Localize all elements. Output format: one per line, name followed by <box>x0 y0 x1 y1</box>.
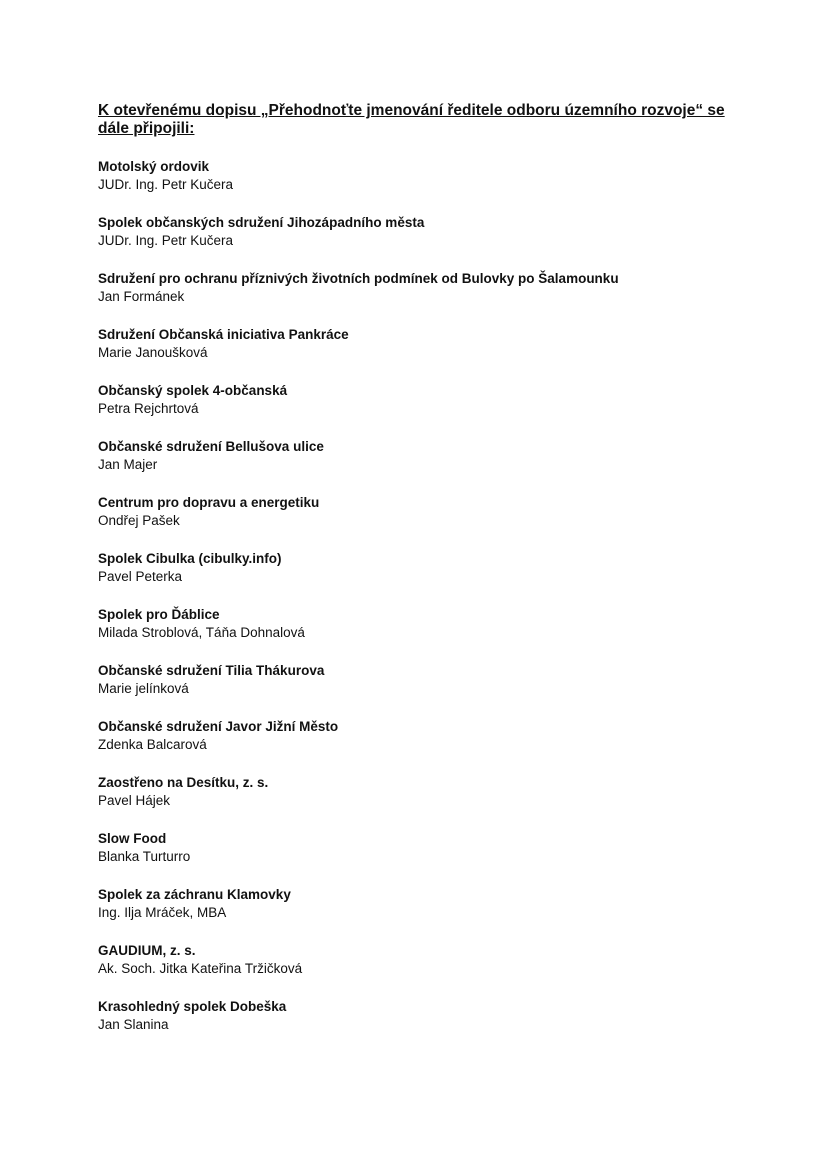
signatory-entry <box>98 438 738 474</box>
representative-name: Marie Janoušková <box>98 345 208 360</box>
signatory-entry <box>98 382 738 418</box>
signatory-entry <box>98 326 738 362</box>
representative-name: Ing. Ilja Mráček, MBA <box>98 905 227 920</box>
representative-name: Jan Slanina <box>98 1017 169 1032</box>
organization-name: Spolek pro Ďáblice <box>98 607 220 622</box>
signatory-entry <box>98 550 738 586</box>
representative-name: Blanka Turturro <box>98 849 191 864</box>
organization-name: Občanské sdružení Bellušova ulice <box>98 439 324 454</box>
representative-name: Ak. Soch. Jitka Kateřina Tržičková <box>98 961 303 976</box>
signatory-entry <box>98 270 738 306</box>
signatory-entry <box>98 606 738 642</box>
signatory-list <box>98 158 738 1034</box>
representative-name: JUDr. Ing. Petr Kučera <box>98 233 234 248</box>
representative-name: Petra Rejchrtová <box>98 401 199 416</box>
organization-name: Zaostřeno na Desítku, z. s. <box>98 775 269 790</box>
organization-name: Spolek za záchranu Klamovky <box>98 887 291 902</box>
organization-name: Krasohledný spolek Dobeška <box>98 999 287 1014</box>
signatory-entry <box>98 662 738 698</box>
document-page <box>98 102 738 1054</box>
organization-name: Motolský ordovik <box>98 159 210 174</box>
representative-name: JUDr. Ing. Petr Kučera <box>98 177 234 192</box>
representative-name: Ondřej Pašek <box>98 513 180 528</box>
signatory-entry <box>98 214 738 250</box>
representative-name: Pavel Hájek <box>98 793 171 808</box>
representative-name: Jan Formánek <box>98 289 185 304</box>
organization-name: Občanský spolek 4-občanská <box>98 383 288 398</box>
signatory-entry <box>98 998 738 1034</box>
representative-name: Marie jelínková <box>98 681 189 696</box>
signatory-entry <box>98 886 738 922</box>
organization-name: Sdružení pro ochranu příznivých životních podmínek od Bulovky po Šalamounku <box>98 271 619 286</box>
organization-name: Spolek Cibulka (cibulky.info) <box>98 551 282 566</box>
representative-name: Pavel Peterka <box>98 569 183 584</box>
signatory-entry <box>98 830 738 866</box>
representative-name: Zdenka Balcarová <box>98 737 207 752</box>
organization-name: Občanské sdružení Tilia Thákurova <box>98 663 325 678</box>
organization-name: Centrum pro dopravu a energetiku <box>98 495 320 510</box>
organization-name: GAUDIUM, z. s. <box>98 943 196 958</box>
organization-name: Slow Food <box>98 831 167 846</box>
signatory-entry <box>98 774 738 810</box>
signatory-entry <box>98 942 738 978</box>
organization-name: Občanské sdružení Javor Jižní Město <box>98 719 339 734</box>
document-heading: K otevřenému dopisu „Přehodnoťte jmenování ředitele odboru územního rozvoje“ se dále připojili: <box>98 102 725 137</box>
representative-name: Jan Majer <box>98 457 158 472</box>
organization-name: Spolek občanských sdružení Jihozápadního města <box>98 215 425 230</box>
signatory-entry <box>98 494 738 530</box>
organization-name: Sdružení Občanská iniciativa Pankráce <box>98 327 349 342</box>
signatory-entry <box>98 158 738 194</box>
representative-name: Milada Stroblová, Táňa Dohnalová <box>98 625 305 640</box>
signatory-entry <box>98 718 738 754</box>
